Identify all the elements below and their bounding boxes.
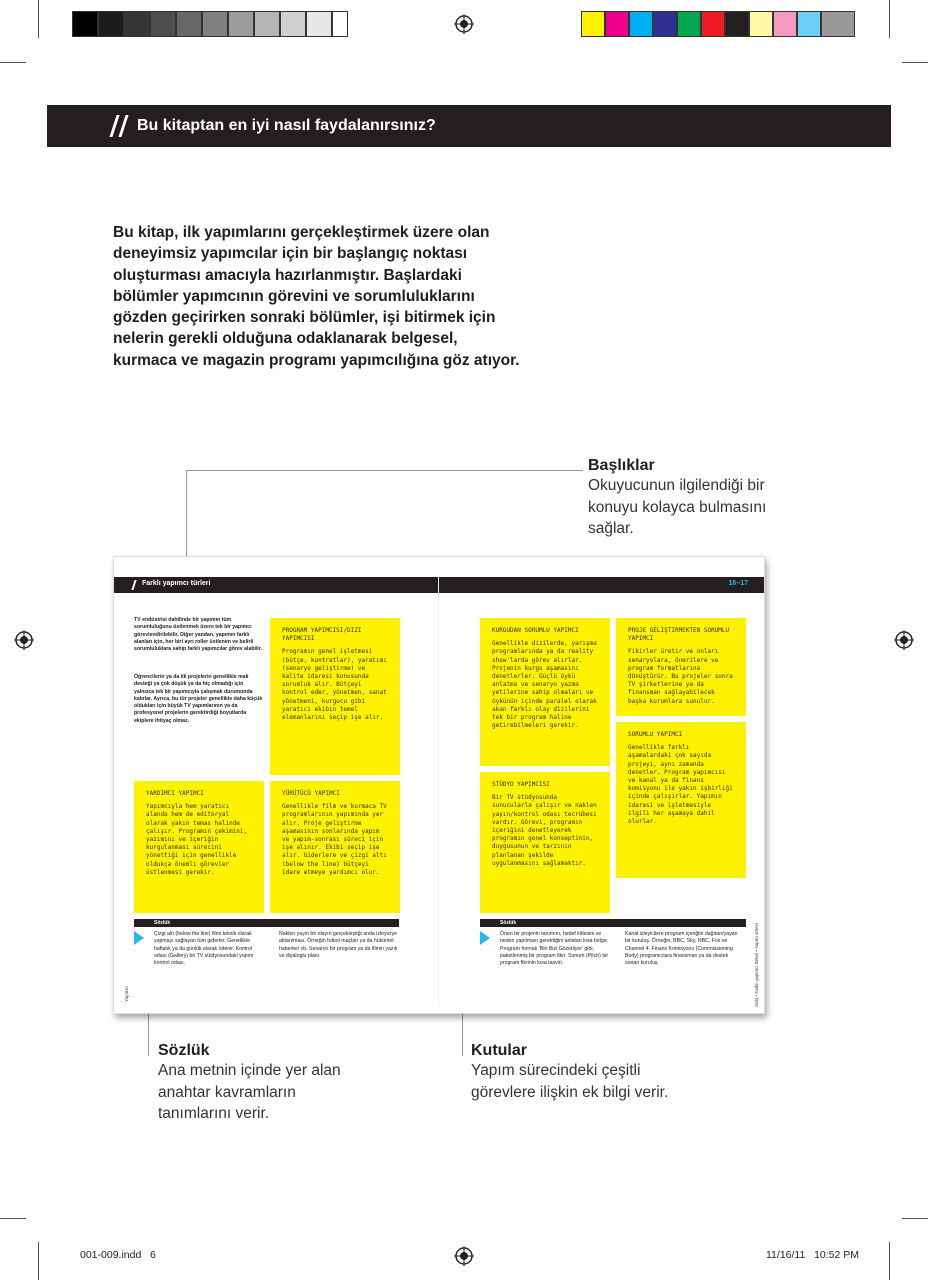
- callout-title: Başlıklar: [588, 457, 655, 474]
- callout-title: Sözlük: [158, 1042, 210, 1059]
- print-timestamp: 11/16/11 10:52 PM: [766, 1249, 860, 1261]
- box-body: Genellikle film ve kurmaca TV programlarının yapımında yer alır. Proje geliştirme aşamasının sonlarında yapım ve yapım-sonrası süreci için işe alınır. Ekibi seçip işe alır. Giderlere ve çizgi altı (below the line) bütçeyi idare etmeye yardımcı olur.: [282, 803, 387, 876]
- glossary-text: Çizgi altı (below the line) filmi teknik olarak yapmayı sağlayan tüm giderler. Genellikle haftalık ya da günlük olarak ödenir. Kontrol odası (Gallery) bir TV stüdyosundaki yapım kontrol odası.: [154, 931, 254, 967]
- box-body: Genellikle dizilerde, yarışma programlarında ya da reality show'larda görev alırlar. Projenin kurgu aşamasını denetlerler. Güçlü öykü anlatma ve senaryo yazma yetilerine sahip olmaları ve öykünün içinde paralel olarak akan farklı olay dizilerini tek bir program haline getirebilmeleri gerekir.: [492, 640, 597, 730]
- box-body: Genellikle farklı aşamalardaki çok sayıda projeyi, aynı zamanda denetler. Program yapımcısı ve kanal ya da finans komisyonu ile yakın işbirliği içinde çalışırlar. Yapımın idaresi ve işletmesiyle ilgili her aşamaya dahil olurlar.: [628, 744, 733, 826]
- crop-mark: [38, 0, 39, 38]
- connector-line: [186, 470, 187, 570]
- yellow-box: [134, 781, 264, 913]
- spread-header-bar: [114, 577, 765, 593]
- yellow-box: [270, 618, 400, 775]
- callout-text: Okuyucunun ilgilendiği bir konuyu kolayca bulmasını sağlar.: [588, 477, 767, 537]
- section-title: Bu kitaptan en iyi nasıl faydalanırsınız?: [137, 117, 436, 134]
- crop-mark: [889, 1242, 890, 1280]
- crop-mark: [889, 0, 890, 38]
- crop-mark: [0, 62, 26, 63]
- glossary-bar: Sözlük: [134, 919, 399, 927]
- yellow-box: [480, 618, 610, 766]
- crop-mark: [0, 1218, 26, 1219]
- box-body: Bir TV stüdyosunda sunucularla çalışır ve naklen yayın/kontrol odası tecrübesi vardır. Görevi, programın içeriğini denetleyerek programın genel konseptinin, duygusunun ve tarzının planlanan şekilde uygulanmasını sağlamaktır.: [492, 794, 597, 867]
- box-heading: PROJE GELIŞTIRMEKTEN SORUMLU YAPIMCI: [628, 627, 730, 643]
- registration-mark-icon: [454, 1246, 474, 1266]
- box-body: Fikirler üretir ve onları senaryolara, önerilere ve program formatlarına dönüştürür. Bu projeler sonra TV şirketlerine ya da finansman sağlayabilecek başka kurumlara sunulur.: [628, 648, 733, 705]
- section-header-bar: [47, 105, 891, 147]
- yellow-box: [270, 781, 400, 913]
- slash-icon: [109, 115, 128, 137]
- glossary-bar: Sözlük: [480, 919, 746, 927]
- crop-mark: [902, 1218, 928, 1219]
- box-heading: YÜRÜTÜCÜ YAPIMCI: [282, 790, 340, 797]
- box-heading: KURGUDAN SORUMLU YAPIMCI: [492, 627, 579, 634]
- glossary-text: Kanal izleyicilere program içeriğini dağıtan/yayan bir kuruluş. Örneğin, BBC, Sky, NBC, Fox ve Channel 4. Finans Komisyonu (Commissioning Body) programcılara finansman ya da destek sunan kuruluş.: [625, 931, 738, 967]
- box-heading: PROGRAM YAPIMCISI/DIZI YAPIMCISI: [282, 627, 362, 643]
- box-heading: SORUMLU YAPIMCI: [628, 731, 683, 738]
- file-slug: 001-009.indd 6: [80, 1249, 156, 1261]
- box-body: Yapımcıyla hem yaratıcı alanda hem de editoryal olarak yakın temas halinde çalışır. Programın çekimini, yazımını ve içeriğin kurgulanması sürecini yönettiği için genellikle oldukça önemli görevler üstlenmesi gerekir.: [146, 803, 248, 876]
- crop-mark: [38, 1242, 39, 1280]
- callout-text: Ana metnin içinde yer alan anahtar kavramların tanımlarını verir.: [158, 1062, 341, 1122]
- yellow-box: [480, 772, 610, 913]
- callout-title: Kutular: [471, 1042, 527, 1059]
- intro-paragraph: Bu kitap, ilk yapımlarını gerçekleştirmek üzere olan deneyimsiz yapımcılar için bir başlangıç noktası oluşturması amacıyla hazırlanmıştır. Başlardaki bölümler yapımcının görevini ve sorumluluklarını gözden geçirirken sonraki bölümler, işi bitirmek için nelerin gerekli olduğuna odaklanarak belgesel, kurmaca ve magazin programı yapımcılığına göz atıyor.: [113, 224, 520, 369]
- spread-title: Farklı yapımcı türleri: [142, 580, 211, 587]
- yellow-box: [616, 618, 746, 716]
- glossary-arrow-icon: [480, 931, 490, 945]
- callout-sozluk: [158, 1042, 358, 1125]
- box-heading: YARDIMCI YAPIMCI: [146, 790, 204, 797]
- slash-icon: [131, 580, 138, 590]
- gutter: [438, 577, 439, 1007]
- crop-mark: [902, 62, 928, 63]
- page-numbers: 16–17: [728, 580, 748, 587]
- callout-text: Yapım sürecindeki çeşitli görevlere ilişkin ek bilgi verir.: [471, 1062, 669, 1101]
- glossary-arrow-icon: [134, 931, 144, 945]
- side-label: Yapımcı: [124, 985, 129, 1002]
- glossary-text: Naklen yayın bir olayın gerçekleştiği anda izleyiciye aktarılması. Örneğin futbol maçları ya da hükümet haberleri vb. Senaryo bir program ya da filmin yazılı ve diyaloglu planı.: [279, 931, 398, 959]
- glossary-text: Öneri bir projenin tanımını, hedef kitlesini ve neden yapılması gerektiğini anlatan kısa belge. Program formatı 'Biri Bizi Gözetliyor' gibi, paketlenmiş bir program fikri. Sunum (Pitch) bir program fikrinin kısa tasviri.: [500, 931, 609, 967]
- yellow-box: [616, 722, 746, 878]
- box-heading: STÜDYO YAPIMCISI: [492, 781, 550, 788]
- side-label: Giriş • Farklı yapımcı türleri • Yapım süreci: [754, 922, 759, 1007]
- registration-mark-icon: [14, 630, 34, 650]
- callout-kutular: [471, 1042, 671, 1103]
- registration-mark-icon: [454, 14, 474, 34]
- spread-body-1: TV endüstrisi dahilinde bir yapımın tüm sorumluluğunu üstlenmek üzere tek bir yapımcı görevlendirilebilir. Diğer yandan, yapımın farklı alanları için, her biri ayrı roller üstlenen ve belirli sorumluluklara sahip farklı yapımcılar görev alabilir.: [134, 617, 263, 653]
- connector-line: [186, 470, 583, 471]
- callout-basliklar: [588, 457, 773, 540]
- spread-body-2: Öğrencilerin ya da ilk projelerin genellikle mali desteği ya çok düşük ya da hiç olmadığı için yalnızca tek bir yapımcıyla çalışmak durumunda kalırlar. Ayrıca, bu tür projeler genellikle daha küçük oldukları için büyük TV yapımlarının ya da profesyonel projelerin gerektirdiği boyutlarda ekiplere ihtiyaç olmaz.: [134, 674, 263, 724]
- sample-spread: [113, 556, 765, 1014]
- box-body: Programın genel işletmesi (bütçe, kontratlar), yaratımı (senaryo geliştirme) ve kalite idaresi konusunda sorumluk alır. Bütçeyi kontrol eder, yönetmen, sanat yönetmeni, kurgucu gibi yaratıcı ekibin temel elemanlarını seçip işe alır.: [282, 648, 387, 722]
- registration-mark-icon: [894, 630, 914, 650]
